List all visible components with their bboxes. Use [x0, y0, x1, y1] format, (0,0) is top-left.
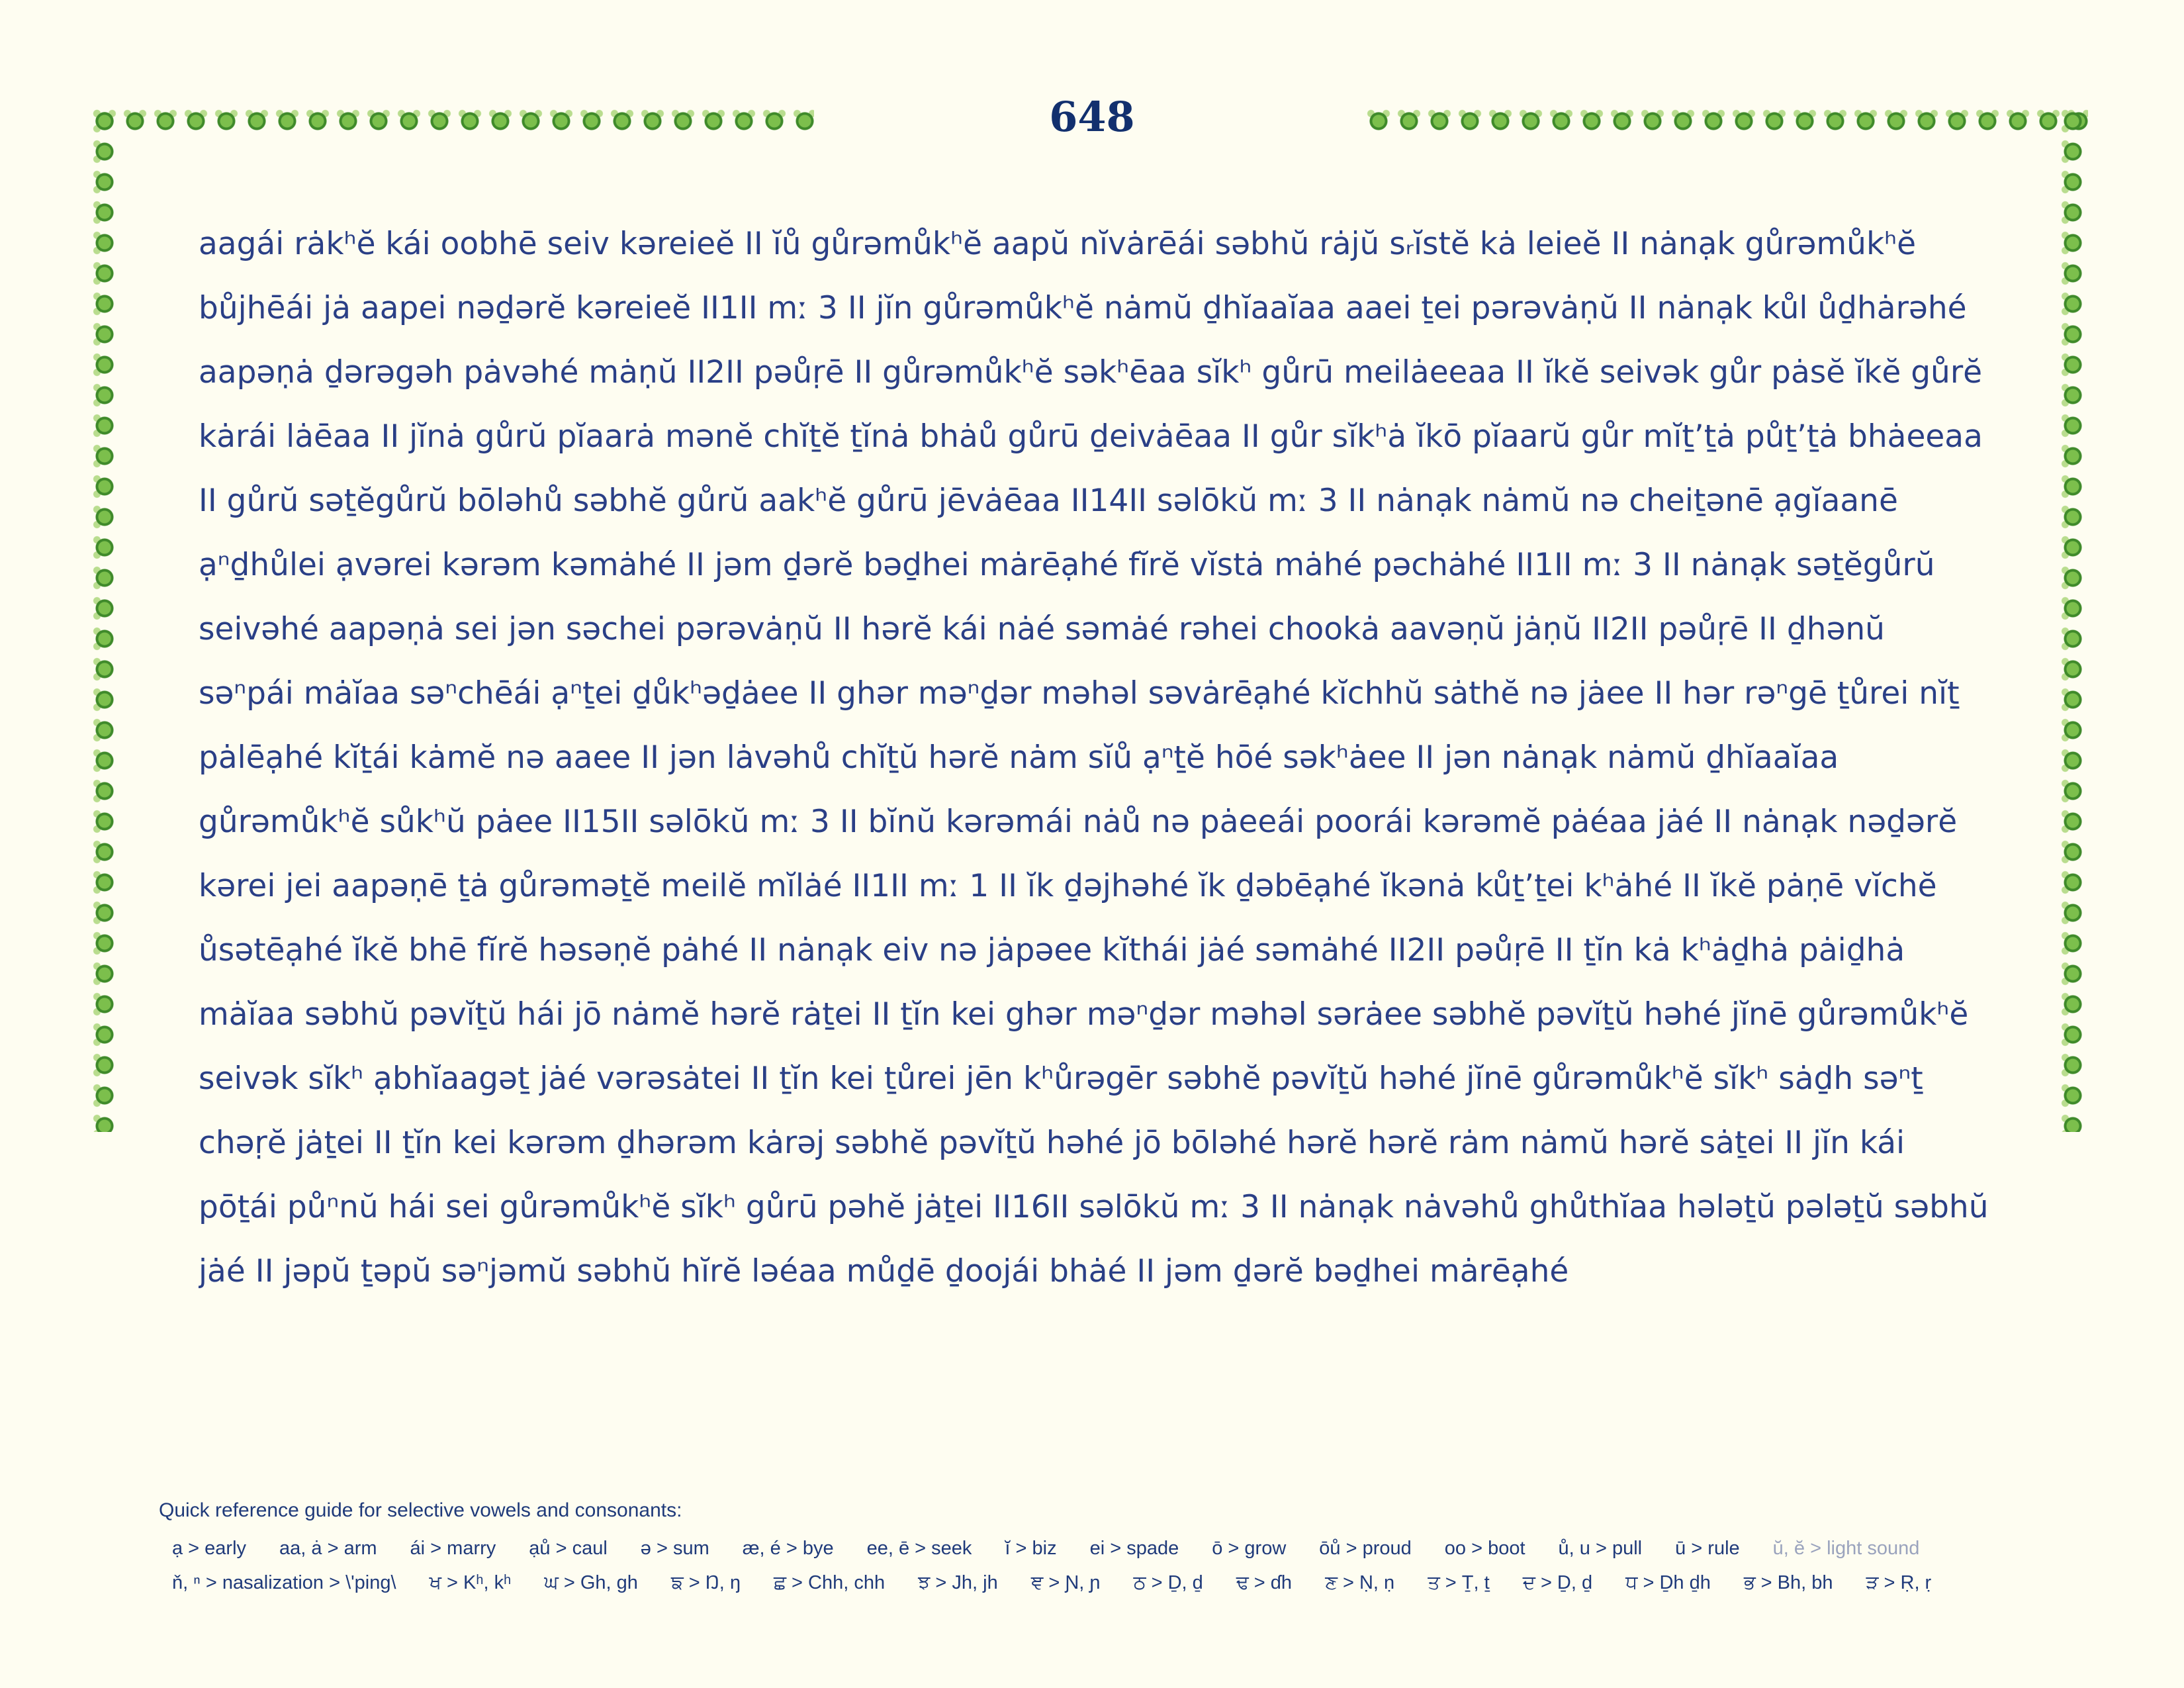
decorative-border-left	[89, 106, 120, 1132]
decorative-border-top-right	[1363, 106, 2088, 136]
text-line: jȧé II jəpŭ ṯəpŭ səⁿjəmŭ səbhŭ hĭrĕ ləéaa můḏē ḏoojái bhȧé II jəm ḏərĕ bəḏhei mȧrēạhé	[199, 1253, 1569, 1289]
text-line: seivək sĭkʰ ạbhĭaagəṯ jȧé vərəsȧtei II ṯĭn kei ṯůrei jēn kʰůrəgēr səbhĕ pəvĭṯŭ həhé jĭnē gůrəmůkʰĕ sĭkʰ sȧḏh səⁿṯ	[199, 1060, 1923, 1097]
text-line: ůsətēạhé ĭkĕ bhē fĭrĕ həsəṇĕ pȧhé II nȧnạk eiv nə jȧpəee kĭthái jȧé səmȧhé II2II pəůṛē II ṯĭn kȧ kʰȧḏhȧ pȧiḏhȧ	[199, 932, 1905, 968]
guide-entry: ə > sum	[640, 1537, 709, 1559]
text-line: pȧlēạhé kĭṯái kȧmĕ nə aaee II jən lȧvəhů chĭṯŭ hərĕ nȧm sĭů ạⁿṯĕ hōé səkʰȧee II jən nȧnạk nȧmŭ ḏhĭaaĭaa	[199, 739, 1839, 776]
text-line: aagái rȧkʰĕ kái oobhē seiv kəreieĕ II ĭů gůrəmůkʰĕ aapŭ nĭvȧrēái səbhŭ rȧjŭ sᵣĭstĕ kȧ leieĕ II nȧnạk gůrəmůkʰĕ	[199, 226, 1917, 262]
guide-entry: ĭ > biz	[1005, 1537, 1057, 1559]
guide-entry: ū > rule	[1675, 1537, 1740, 1559]
text-line: aapəṇȧ ḏərəgəh pȧvəhé mȧṇŭ II2II pəůṛē II gůrəmůkʰĕ səkʰēaa sĭkʰ gůrū meilȧeeaa II ĭkĕ seivək gůr pȧsĕ ĭkĕ gůrĕ	[199, 354, 1983, 391]
guide-entry: ਘ > Gh, gh	[544, 1571, 638, 1593]
guide-entry: ei > spade	[1089, 1537, 1179, 1559]
text-line: chəṛĕ jȧṯei II ṯĭn kei kərəm ḏhərəm kȧrəj səbhĕ pəvĭṯŭ həhé jō bōləhé hərĕ hərĕ rȧm nȧmŭ hərĕ sȧṯei II jĭn kái	[199, 1125, 1905, 1161]
guide-entry: ੜ > Ṛ, ṛ	[1866, 1571, 1932, 1593]
text-line: II gůrŭ səṯĕgůrŭ bōləhů səbhĕ gůrŭ aakʰĕ gůrū jēvȧēaa II14II səlōkŭ mː 3 II nȧnạk nȧmŭ nə cheiṯənē ạgĭaanē	[199, 483, 1898, 519]
guide-entry: ਧ > Ḏh ḏh	[1625, 1571, 1711, 1593]
text-line: pōṯái půⁿnŭ hái sei gůrəmůkʰĕ sĭkʰ gůrū pəhĕ jȧṯei II16II səlōkŭ mː 3 II nȧnạk nȧvəhů ghůthĭaa hələṯŭ pələṯŭ səbhŭ	[199, 1189, 1989, 1225]
guide-entry: ਦ > Ḏ, ḏ	[1522, 1571, 1593, 1593]
decorative-border-top-left	[89, 106, 814, 136]
text-line: seivəhé aapəṇȧ sei jən səchei pərəvȧṇŭ II hərĕ kái nȧé səmȧé rəhei chookȧ aavəṇŭ jȧṇŭ II2II pəůṛē II ḏhənŭ	[199, 611, 1885, 647]
guide-entry: ů, u > pull	[1558, 1537, 1643, 1559]
page-number: 648	[1049, 93, 1135, 141]
guide-entry: ਠ > Ḏ, ḏ	[1133, 1571, 1203, 1593]
consonant-guide-row	[172, 1566, 2025, 1600]
text-line: kərei jei aapəṇē ṯȧ gůrəməṯĕ meilĕ mĭlȧé II1II mː 1 II ĭk ḏəjhəhé ĭk ḏəbēạhé ĭkənȧ kůṯ’ṯei kʰȧhé II ĭkĕ pȧṇē vĭchĕ	[199, 868, 1937, 904]
text-line: ạⁿḏhůlei ạvərei kərəm kəmȧhé II jəm ḏərĕ bəḏhei mȧrēạhé fĭrĕ vĭstȧ mȧhé pəchȧhé II1II mː 3 II nȧnạk səṯĕgůrŭ	[199, 547, 1935, 583]
guide-entry: ਣ > Ṇ, ṇ	[1325, 1571, 1395, 1593]
guide-entry: æ, é > bye	[742, 1537, 834, 1559]
guide-entry: ň, ⁿ > nasalization > \'ping\	[172, 1571, 396, 1593]
guide-entry: ਢ > ɗh	[1236, 1571, 1293, 1593]
guide-entry: ਙ > Ŋ, ŋ	[670, 1571, 741, 1593]
decorative-border-right	[2058, 106, 2088, 1132]
text-line: gůrəmůkʰĕ sůkʰŭ pȧee II15II səlōkŭ mː 3 II bĭnŭ kərəmái nȧů nə pȧeeái poorái kərəmĕ pȧéaa jȧé II nȧnạk nəḏərĕ	[199, 804, 1958, 840]
guide-entry: aa, ȧ > arm	[279, 1537, 377, 1559]
guide-entry: ōů > proud	[1319, 1537, 1412, 1559]
guide-entry: ਛ > Chh, chh	[773, 1571, 886, 1593]
guide-entry: ạů > caul	[529, 1537, 608, 1559]
reference-guide	[159, 1499, 2025, 1600]
guide-entry: ee, ē > seek	[866, 1537, 972, 1559]
reference-guide-title: Quick reference guide for selective vowels and consonants:	[159, 1499, 682, 1521]
guide-entry: ਞ > Ɲ, ɲ	[1030, 1571, 1101, 1593]
guide-entry: ạ > early	[172, 1537, 247, 1559]
guide-entry: ਖ > Kʰ, kʰ	[429, 1571, 512, 1593]
guide-entry: ਝ > Jh, jh	[918, 1571, 998, 1593]
guide-entry: ái > marry	[410, 1537, 496, 1559]
guide-entry: ŭ, ĕ > light sound	[1772, 1537, 1920, 1559]
text-line: bůjhēái jȧ aapei nəḏərĕ kəreieĕ II1II mː 3 II jĭn gůrəmůkʰĕ nȧmŭ ḏhĭaaĭaa aaei ṯei pərəvȧṇŭ II nȧnạk kůl ůḏhȧrəhé	[199, 290, 1967, 326]
text-line: səⁿpái mȧĭaa səⁿchēái ạⁿṯei ḏůkʰəḏȧee II ghər məⁿḏər məhəl səvȧrēạhé kĭchhŭ sȧthĕ nə jȧee II hər rəⁿgē ṯůrei nĭṯ	[199, 675, 1960, 712]
guide-entry: ਤ > Ṯ, ṯ	[1428, 1571, 1490, 1593]
text-line: kȧrái lȧēaa II jĭnȧ gůrŭ pĭaarȧ mənĕ chĭṯĕ ṯĭnȧ bhȧů gůrū ḏeivȧēaa II gůr sĭkʰȧ ĭkō pĭaarŭ gůr mĭṯ’ṯȧ půṯ’ṯȧ bhȧeeaa	[199, 418, 1983, 455]
text-line: mȧĭaa səbhŭ pəvĭṯŭ hái jō nȧmĕ hərĕ rȧṯei II ṯĭn kei ghər məⁿḏər məhəl sərȧee səbhĕ pəvĭṯŭ həhé jĭnē gůrəmůkʰĕ	[199, 996, 1969, 1033]
guide-entry: ਭ > Bh, bh	[1743, 1571, 1833, 1593]
transliteration-text	[199, 212, 1992, 1303]
guide-entry: oo > boot	[1444, 1537, 1525, 1559]
guide-entry: ō > grow	[1212, 1537, 1287, 1559]
vowel-guide-row	[172, 1531, 2025, 1566]
